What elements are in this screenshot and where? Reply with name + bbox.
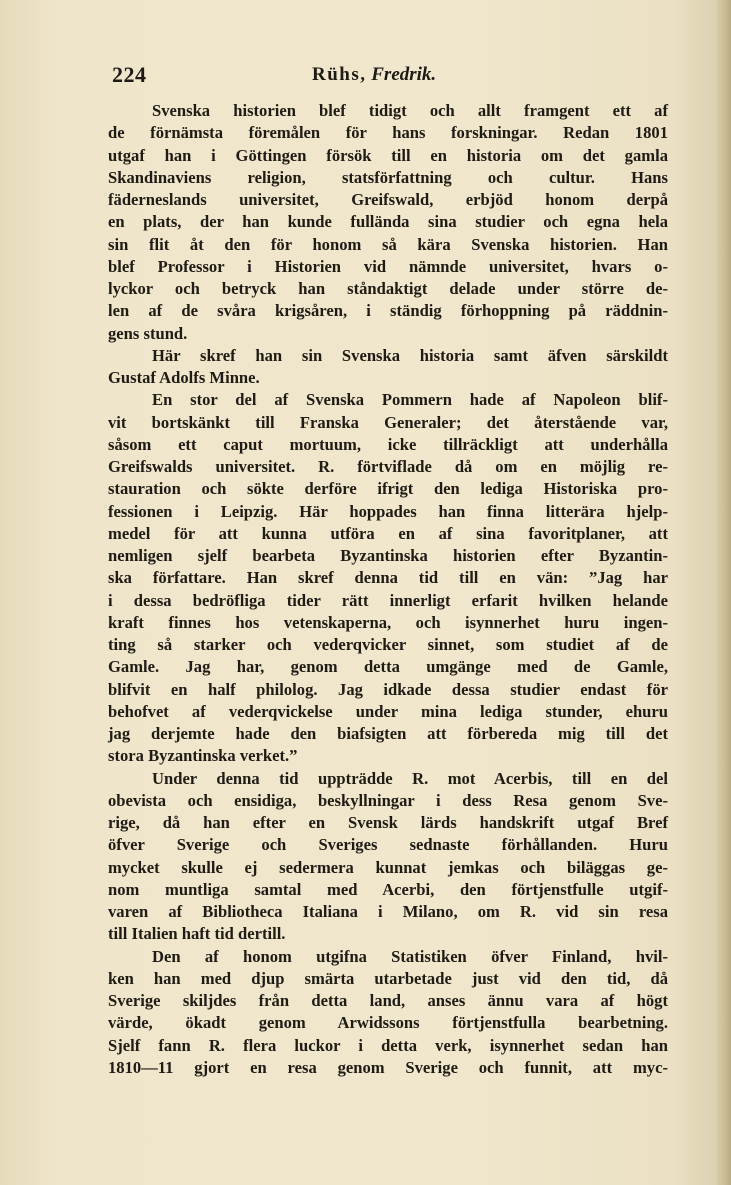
text-line: Den af honom utgifna Statistiken öfver Finland, hvil- — [152, 946, 668, 966]
text-line: behofvet af vederqvickelse under mina lediga stunder, ehuru — [108, 701, 668, 721]
text-line: ken han med djup smärta utarbetade just vid den tid, då — [108, 968, 668, 988]
text-line: ting så starker och vederqvicker sinnet, som studiet af de — [108, 635, 668, 654]
text-line: En stor del af Svenska Pommern hade af Napoleon blif- — [152, 390, 668, 410]
text-line: öfver Sverige och Sveriges sednaste förhållanden. Huru — [108, 835, 668, 855]
running-head-surname: Rühs, — [312, 64, 367, 85]
text-line: gens stund. — [108, 323, 188, 343]
paragraph — [108, 100, 668, 345]
paragraph — [108, 345, 668, 390]
text-line: de förnämsta föremålen för hans forskningar. Redan 1801 — [108, 123, 668, 143]
body-text — [108, 100, 668, 1079]
text-line: Greifswalds universitet. R. förtviflade då om en möjlig re- — [108, 457, 668, 476]
text-line: mycket skulle ej sedermera kunnat jemkas och biläggas ge- — [108, 857, 668, 877]
text-line: kraft finnes hos vetenskaperna, och isynnerhet huru ingen- — [108, 612, 668, 632]
text-line: lyckor och betryck han ståndaktigt delade under större de- — [108, 279, 668, 298]
paragraph — [108, 946, 668, 1080]
paragraph — [108, 768, 668, 946]
text-line: en plats, der han kunde fullända sina studier och egna hela — [108, 212, 668, 232]
text-line: len af de svåra krigsåren, i ständig förhoppning på räddnin- — [108, 301, 668, 321]
text-line: Skandinaviens religion, statsförfattning och cultur. Hans — [108, 167, 668, 187]
running-head-given-name: Fredrik. — [371, 64, 437, 85]
text-line: blifvit en half philolog. Jag idkade dessa studier endast för — [108, 679, 668, 699]
text-line: Sverige skiljdes från detta land, anses ännu vara af högt — [108, 991, 668, 1010]
text-line: Här skref han sin Svenska historia samt äfven särskildt — [152, 345, 668, 365]
page-header — [112, 62, 672, 92]
text-line: fäderneslands universitet, Greifswald, erbjöd honom derpå — [108, 190, 668, 209]
text-line: i dessa bedröfliga tider rätt innerligt erfarit hvilken helande — [108, 590, 668, 610]
text-line: jag derjemte hade den biafsigten att förbereda mig till det — [108, 724, 668, 743]
text-line: blef Professor i Historien vid nämnde universitet, hvars o- — [108, 256, 668, 276]
text-line: Gustaf Adolfs Minne. — [108, 368, 260, 387]
text-line: stauration och sökte derföre ifrigt den lediga Historiska pro- — [108, 479, 668, 499]
text-line: Under denna tid uppträdde R. mot Acerbis, till en del — [152, 768, 668, 788]
text-line: nom muntliga samtal med Acerbi, den förtjenstfulle utgif- — [108, 879, 668, 899]
text-line: ska författare. Han skref denna tid till en vän: ”Jag har — [108, 568, 668, 588]
text-line: stora Byzantinska verket.” — [108, 746, 298, 766]
text-line: rige, då han efter en Svensk lärds handskrift utgaf Bref — [108, 813, 668, 832]
text-line: medel för att kunna utföra en af sina favoritplaner, att — [108, 523, 668, 543]
text-line: fessionen i Leipzig. Här hoppades han finna litterära hjelp- — [108, 501, 668, 521]
page-edge — [717, 0, 731, 1185]
text-line: till Italien haft tid dertill. — [108, 924, 286, 944]
text-line: Svenska historien blef tidigt och allt framgent ett af — [152, 101, 668, 120]
text-line: varen af Bibliotheca Italiana i Milano, om R. vid sin resa — [108, 902, 668, 921]
text-line: utgaf han i Göttingen försök till en historia om det gamla — [108, 145, 668, 165]
running-head — [312, 64, 436, 86]
text-line: obevista och ensidiga, beskyllningar i dess Resa genom Sve- — [108, 790, 668, 810]
text-line: 1810—11 gjort en resa genom Sverige och funnit, att myc- — [108, 1057, 668, 1077]
text-line: Sjelf fann R. flera luckor i detta verk, isynnerhet sedan han — [108, 1035, 668, 1055]
text-line: såsom ett caput mortuum, icke tillräckligt att underhålla — [108, 434, 668, 454]
page-number: 224 — [112, 62, 147, 87]
text-line: vit bortskänkt till Franska Generaler; det återstående var, — [108, 412, 668, 432]
text-line: värde, ökadt genom Arwidssons förtjenstfulla bearbetning. — [108, 1013, 668, 1033]
text-line: Gamle. Jag har, genom detta umgänge med de Gamle, — [108, 657, 668, 677]
text-line: sin flit åt den för honom så kära Svenska historien. Han — [108, 234, 668, 254]
paragraph — [108, 389, 668, 767]
text-line: nemligen sjelf bearbeta Byzantinska historien efter Byzantin- — [108, 546, 668, 565]
